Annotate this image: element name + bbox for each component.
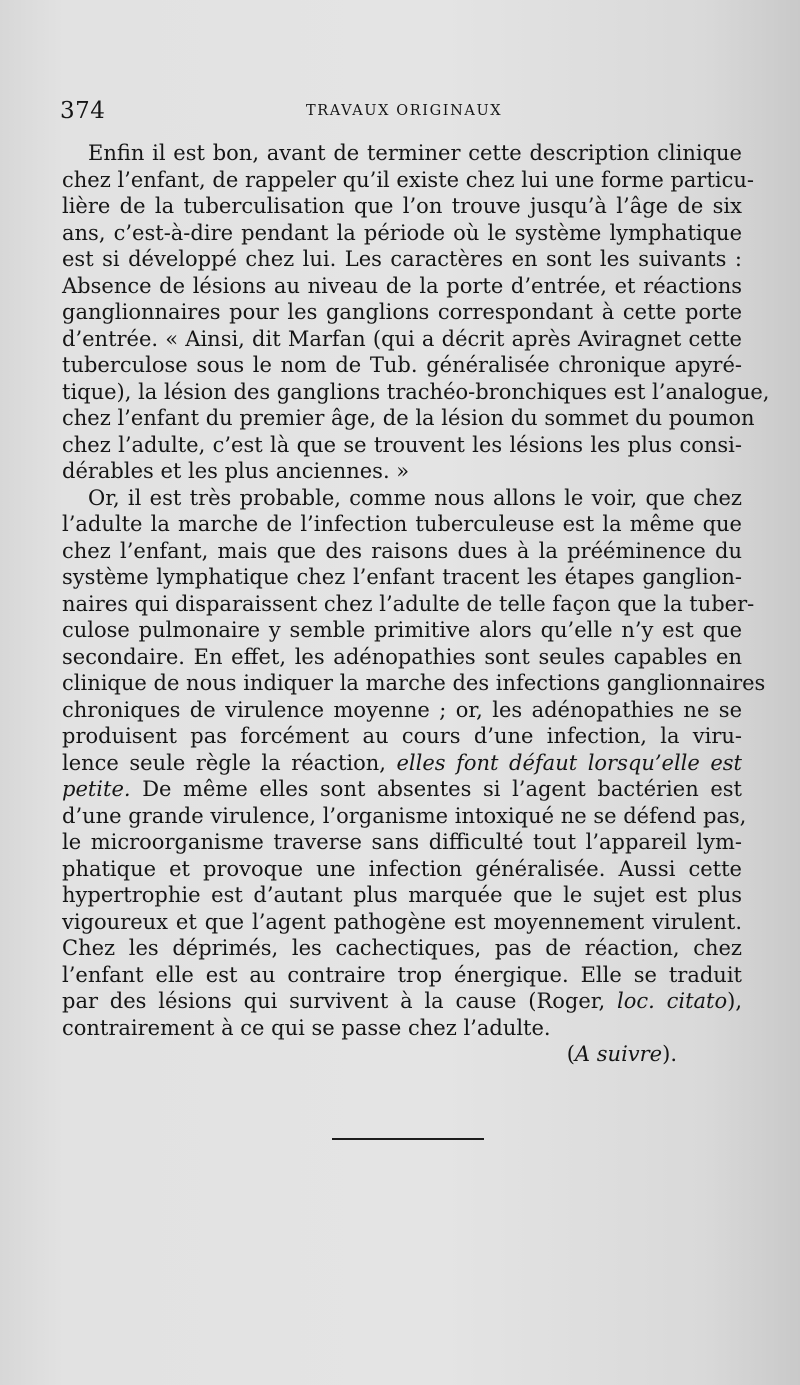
text-line (62, 379, 770, 406)
text-line (62, 140, 742, 167)
line-text: chez l’enfant, mais que des raisons dues à la prééminence du (62, 538, 742, 563)
line-text: produisent pas forcément au cours d’une infection, la viru- (62, 724, 742, 748)
text-line (62, 803, 747, 830)
text-line (62, 1015, 742, 1042)
line-text: Chez les déprimés, les cachectiques, pas de réaction, chez (62, 936, 742, 960)
to-be-continued (62, 1041, 742, 1068)
text-line (62, 246, 742, 273)
line-text: ganglionnaires pour les ganglions correspondant à cette porte (62, 300, 742, 324)
line-text: le microorganisme traverse sans difficulté tout l’appareil lym- (62, 830, 742, 854)
line-text: est si développé chez lui. Les caractères en sont les suivants : (62, 247, 742, 271)
line-text: Absence de lésions au niveau de la porte d’entrée, et réactions (62, 273, 742, 298)
line-text: l’adulte la marche de l’infection tuberculeuse est la même que (62, 512, 742, 536)
closing-close: ). (662, 1042, 677, 1066)
line-text: vigoureux et que l’agent pathogène est moyennement virulent. (62, 909, 742, 934)
text-line (62, 511, 742, 538)
line-text: De même elles sont absentes si l’agent bactérien est (142, 777, 742, 801)
line-text: Or, il est très probable, comme nous allons le voir, que chez (88, 485, 742, 510)
text-line (62, 299, 742, 326)
text-line (62, 220, 742, 247)
line-text: chroniques de virulence moyenne ; or, les adénopathies ne se (62, 697, 742, 722)
italic-text: loc. citato (617, 989, 728, 1013)
line-text: l’enfant elle est au contraire trop énergique. Elle se traduit (62, 962, 742, 987)
line-text: hypertrophie est d’autant plus marquée que le sujet est plus (62, 883, 742, 907)
text-line (62, 962, 742, 989)
text-line (62, 538, 742, 565)
text-line (62, 432, 742, 459)
text-line (62, 856, 742, 883)
page-number: 374 (60, 98, 106, 124)
line-text: tuberculose sous le nom de Tub. généralisée chronique apyré- (62, 353, 742, 377)
line-text: phatique et provoque une infection généralisée. Aussi cette (62, 856, 742, 881)
line-text: ), (727, 989, 742, 1013)
line-text: chez l’enfant, de rappeler qu’il existe chez lui une forme particu- (62, 167, 754, 192)
text-line (62, 273, 742, 300)
line-text: d’une grande virulence, l’organisme intoxiqué ne se défend pas, (62, 803, 747, 828)
text-line (62, 776, 742, 803)
line-text: naires qui disparaissent chez l’adulte de telle façon que la tuber- (62, 591, 755, 616)
line-text: chez l’enfant du premier âge, de la lésion du sommet du poumon (62, 406, 755, 430)
closing-open: ( (566, 1042, 575, 1066)
text-line (62, 988, 742, 1015)
running-head: TRAVAUX ORIGINAUX (306, 103, 503, 119)
line-text: chez l’adulte, c’est là que se trouvent les lésions les plus consi- (62, 432, 742, 457)
text-line (62, 829, 742, 856)
text-line (62, 352, 742, 379)
line-text: clinique de nous indiquer la marche des infections ganglionnaires (62, 671, 766, 695)
text-line (62, 644, 742, 671)
text-line (62, 697, 742, 724)
line-text: dérables et les plus anciennes. » (62, 459, 410, 483)
line-text: d’entrée. « Ainsi, dit Marfan (qui a décrit après Aviragnet cette (62, 326, 742, 351)
section-rule (332, 1138, 484, 1140)
italic-text: petite. (62, 777, 131, 801)
text-line (62, 723, 742, 750)
text-line (62, 670, 766, 697)
line-text: lière de la tuberculisation que l’on trouve jusqu’à l’âge de six (62, 194, 742, 218)
line-text: secondaire. En effet, les adénopathies sont seules capables en (62, 644, 742, 669)
text-line (62, 617, 742, 644)
line-text: tique), la lésion des ganglions trachéo-bronchiques est l’analogue, (62, 379, 770, 404)
text-line (62, 564, 742, 591)
text-line (62, 326, 742, 353)
text-line (62, 193, 742, 220)
text-line (62, 882, 742, 909)
line-text: système lymphatique chez l’enfant tracent les étapes ganglion- (62, 565, 742, 589)
line-text: par des lésions qui survivent à la cause (Roger, (62, 989, 606, 1013)
line-text: lence seule règle la réaction, (62, 750, 386, 775)
text-line (62, 909, 742, 936)
italic-text: elles font défaut lorsqu’elle est (396, 750, 742, 775)
line-text: culose pulmonaire y semble primitive alors qu’elle n’y est que (62, 618, 742, 642)
page-header (60, 98, 750, 128)
text-line (62, 935, 742, 962)
text-line (62, 167, 754, 194)
text-line (62, 750, 742, 777)
text-line (62, 405, 755, 432)
text-line (62, 485, 742, 512)
closing-emph: A suivre (574, 1042, 663, 1066)
text-line (62, 591, 755, 618)
line-text: Enfin il est bon, avant de terminer cette description clinique (88, 141, 742, 165)
text-line (62, 458, 742, 485)
line-text: contrairement à ce qui se passe chez l’adulte. (62, 1015, 551, 1040)
line-text: ans, c’est-à-dire pendant la période où le système lymphatique (62, 220, 742, 245)
body-text (62, 140, 770, 1068)
